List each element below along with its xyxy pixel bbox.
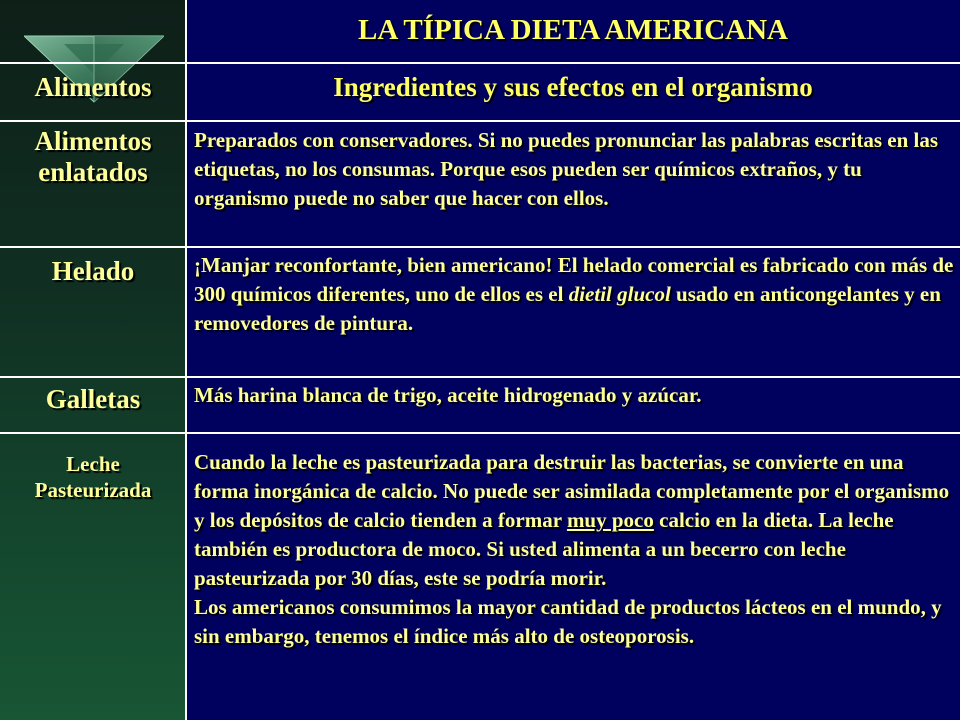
- description-canned: Preparados con conservadores. Si no puedes pronunciar las palabras escritas en las etiquetas, no los consumas. Porque esos pueden ser químicos extraños, y tu organismo puede no saber que hacer con ellos.: [194, 128, 939, 210]
- underlined-phrase: muy poco: [566, 508, 654, 532]
- column-header-ingredients: Ingredientes y sus efectos en el organismo: [333, 72, 813, 102]
- food-label-ice-cream: Helado: [51, 256, 135, 286]
- description-pasteurized-milk: [194, 448, 954, 651]
- italic-chemical-name: dietil glucol: [568, 282, 671, 306]
- milk-paragraph-2: Los americanos consumimos la mayor cantidad de productos lácteos en el mundo, y sin embargo, tenemos el índice más alto de osteoporosis.: [194, 595, 942, 648]
- description-cookies: Más harina blanca de trigo, aceite hidrogenado y azúcar.: [194, 383, 702, 407]
- row-divider: [0, 432, 960, 434]
- food-label-canned: Alimentos enlatados: [34, 126, 152, 188]
- milk-paragraph-1: Cuando la leche es pasteurizada para destruir las bacterias, se convierte en una forma inorgánica de calcio. No puede ser asimilada completamente por el organismo y los depósitos de calcio tienden a formar muy poco calcio en la dieta. La leche también es productora de moco. Si usted alimenta a un becerro con leche pasteurizada por 30 días, este se podría morir.: [194, 450, 950, 590]
- column-header-foods: Alimentos: [34, 72, 152, 102]
- row-divider: [0, 62, 960, 64]
- food-label-pasteurized-milk: Leche Pasteurizada: [34, 452, 152, 502]
- left-column-background: [0, 0, 186, 720]
- description-ice-cream: ¡Manjar reconfortante, bien americano! El helado comercial es fabricado con más de 300 químicos diferentes, uno de ellos es el dietil glucol usado en anticongelantes y en removedores de pintura.: [194, 253, 954, 335]
- column-divider: [185, 0, 187, 720]
- food-label-cookies: Galletas: [45, 384, 141, 414]
- row-divider: [0, 376, 960, 378]
- page-title: LA TÍPICA DIETA AMERICANA: [358, 14, 788, 46]
- row-divider: [0, 120, 960, 122]
- row-divider: [0, 246, 960, 248]
